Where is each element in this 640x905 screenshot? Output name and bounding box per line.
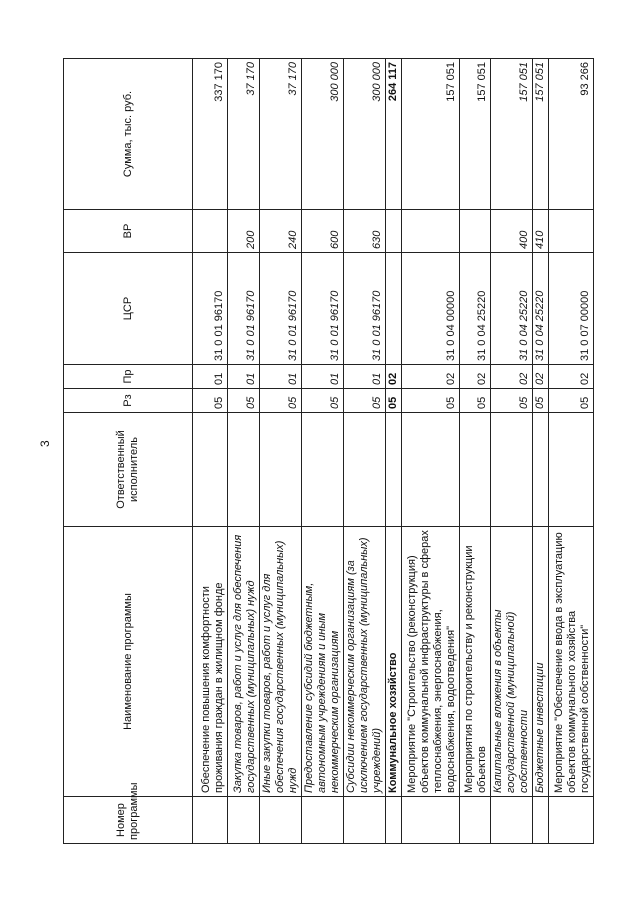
table-row (533, 59, 549, 844)
cell-vr (193, 210, 228, 253)
cell-rz: 05 (549, 389, 594, 413)
header-row (64, 59, 193, 844)
cell-pr: 02 (491, 365, 533, 389)
cell-csr: 31 0 01 96170 (344, 253, 386, 365)
cell-sum: 300 000 (302, 59, 344, 210)
cell-sum: 157 051 (533, 59, 549, 210)
cell-pr: 02 (533, 365, 549, 389)
cell-num (193, 797, 228, 844)
cell-resp (302, 413, 344, 527)
cell-rz: 05 (193, 389, 228, 413)
table-row (344, 59, 386, 844)
cell-name: Коммунальное хозяйство (386, 527, 402, 797)
header-pr: Пр (64, 365, 193, 389)
cell-num (533, 797, 549, 844)
cell-pr: 02 (460, 365, 491, 389)
cell-csr: 31 0 04 25220 (460, 253, 491, 365)
header-name: Наименование программы (64, 527, 193, 797)
cell-name: Мероприятие "Обеспечение ввода в эксплуатацию объектов коммунального хозяйства государственной собственности" (549, 527, 594, 797)
cell-csr: 31 0 04 25220 (533, 253, 549, 365)
cell-csr (386, 253, 402, 365)
cell-num (302, 797, 344, 844)
cell-vr: 400 (491, 210, 533, 253)
cell-name: Бюджетные инвестиции (533, 527, 549, 797)
cell-vr: 630 (344, 210, 386, 253)
cell-pr: 01 (302, 365, 344, 389)
table-row (460, 59, 491, 844)
cell-num (491, 797, 533, 844)
cell-csr: 31 0 07 00000 (549, 253, 594, 365)
cell-rz: 05 (260, 389, 302, 413)
cell-resp (491, 413, 533, 527)
cell-vr (460, 210, 491, 253)
cell-rz: 05 (402, 389, 460, 413)
cell-csr: 31 0 01 96170 (228, 253, 260, 365)
table-row (228, 59, 260, 844)
cell-num (344, 797, 386, 844)
cell-num (386, 797, 402, 844)
cell-vr (402, 210, 460, 253)
cell-pr: 02 (402, 365, 460, 389)
table-row (549, 59, 594, 844)
cell-resp (228, 413, 260, 527)
cell-num (228, 797, 260, 844)
cell-vr (386, 210, 402, 253)
cell-pr: 02 (386, 365, 402, 389)
header-vr: ВР (64, 210, 193, 253)
cell-sum: 300 000 (344, 59, 386, 210)
cell-csr: 31 0 01 96170 (260, 253, 302, 365)
cell-num (402, 797, 460, 844)
page-number: 3 (38, 440, 52, 447)
cell-name: Обеспечение повышения комфортности проживания граждан в жилищном фонде (193, 527, 228, 797)
cell-resp (193, 413, 228, 527)
budget-table (63, 58, 594, 844)
cell-name: Капитальные вложения в объекты государственной (муниципальной) собственности (491, 527, 533, 797)
cell-pr: 01 (228, 365, 260, 389)
header-sum: Сумма, тыс. руб. (64, 59, 193, 210)
table-row (193, 59, 228, 844)
cell-pr: 01 (344, 365, 386, 389)
cell-sum: 37 170 (260, 59, 302, 210)
cell-csr: 31 0 01 96170 (193, 253, 228, 365)
cell-name: Закупка товаров, работ и услуг для обеспечения государственных (муниципальных) нужд (228, 527, 260, 797)
cell-resp (460, 413, 491, 527)
header-csr: ЦСР (64, 253, 193, 365)
cell-csr: 31 0 04 25220 (491, 253, 533, 365)
cell-resp (386, 413, 402, 527)
cell-sum: 37 170 (228, 59, 260, 210)
cell-resp (533, 413, 549, 527)
cell-vr: 600 (302, 210, 344, 253)
cell-rz: 05 (491, 389, 533, 413)
cell-resp (344, 413, 386, 527)
cell-resp (549, 413, 594, 527)
cell-csr: 31 0 01 96170 (302, 253, 344, 365)
cell-num (260, 797, 302, 844)
cell-rz: 05 (386, 389, 402, 413)
table-row (302, 59, 344, 844)
table-row (491, 59, 533, 844)
table-row (402, 59, 460, 844)
table-row (260, 59, 302, 844)
cell-sum: 157 051 (460, 59, 491, 210)
cell-resp (402, 413, 460, 527)
cell-rz: 05 (460, 389, 491, 413)
cell-pr: 02 (549, 365, 594, 389)
table-row (386, 59, 402, 844)
header-resp: Ответственный исполнитель (64, 413, 193, 527)
cell-pr: 01 (193, 365, 228, 389)
header-rz: Рз (64, 389, 193, 413)
cell-rz: 05 (302, 389, 344, 413)
cell-name: Мероприятия по строительству и реконструкции объектов (460, 527, 491, 797)
cell-name: Мероприятие "Строительство (реконструкция) объектов коммунальной инфраструктуры в сферах теплоснабжения, энергоснабжения, водоснабжения, водоотведения" (402, 527, 460, 797)
cell-rz: 05 (533, 389, 549, 413)
cell-sum: 264 117 (386, 59, 402, 210)
table-body (193, 59, 594, 844)
cell-sum: 157 051 (402, 59, 460, 210)
cell-sum: 93 266 (549, 59, 594, 210)
cell-csr: 31 0 04 00000 (402, 253, 460, 365)
header-num: Номер программы (64, 797, 193, 844)
cell-vr (549, 210, 594, 253)
cell-vr: 410 (533, 210, 549, 253)
cell-vr: 240 (260, 210, 302, 253)
cell-name: Иные закупки товаров, работ и услуг для обеспечения государственных (муниципальных) нужд (260, 527, 302, 797)
cell-name: Предоставление субсидий бюджетным, автономным учреждениям и иным некоммерческим организациям (302, 527, 344, 797)
cell-num (549, 797, 594, 844)
rotated-table-container (63, 59, 591, 844)
cell-num (460, 797, 491, 844)
cell-name: Субсидии некоммерческим организациям (за исключением государственных (муниципальных) учреждений) (344, 527, 386, 797)
cell-vr: 200 (228, 210, 260, 253)
cell-sum: 337 170 (193, 59, 228, 210)
cell-sum: 157 051 (491, 59, 533, 210)
cell-pr: 01 (260, 365, 302, 389)
cell-rz: 05 (228, 389, 260, 413)
cell-resp (260, 413, 302, 527)
cell-rz: 05 (344, 389, 386, 413)
